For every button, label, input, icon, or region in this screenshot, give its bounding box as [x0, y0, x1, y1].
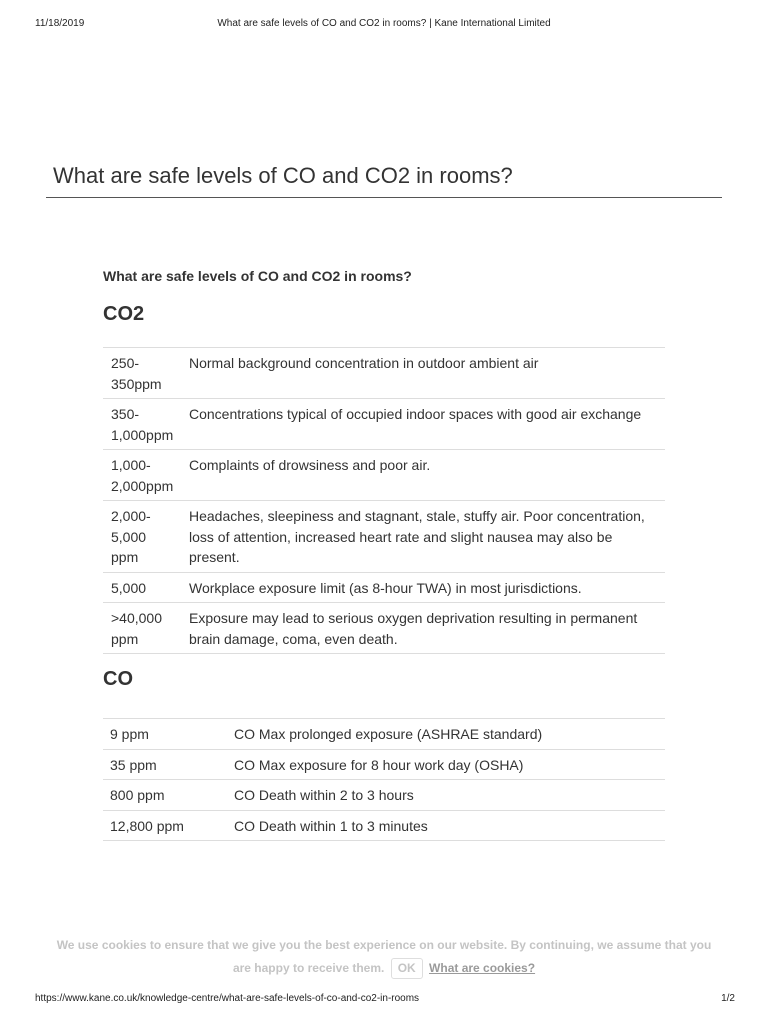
co-description: CO Max exposure for 8 hour work day (OSHA)	[234, 756, 524, 773]
table-row	[103, 603, 665, 654]
co2-description-cell	[181, 603, 665, 654]
co2-level-cell	[103, 348, 181, 399]
co2-level: 2,000- 5,000 ppm	[111, 508, 151, 565]
co2-level: 350- 1,000ppm	[111, 406, 174, 443]
cookie-ok-button[interactable]: OK	[391, 958, 423, 979]
co-description-cell	[227, 810, 665, 841]
co-level: 12,800 ppm	[110, 817, 184, 834]
table-row	[103, 749, 665, 780]
cookie-banner	[0, 934, 768, 980]
co2-level: 250- 350ppm	[111, 355, 162, 392]
table-row	[103, 501, 665, 573]
co-description: CO Death within 1 to 3 minutes	[234, 817, 428, 834]
print-header	[0, 18, 768, 32]
co2-levels-table	[103, 347, 665, 654]
co-description-cell	[227, 719, 665, 750]
print-document-title: What are safe levels of CO and CO2 in rooms? | Kane International Limited	[217, 18, 551, 29]
co2-heading: CO2	[103, 303, 145, 325]
table-row	[103, 399, 665, 450]
cookie-notice-text-continued: are happy to receive them.	[232, 961, 385, 975]
co-description: CO Death within 2 to 3 hours	[234, 787, 414, 803]
co2-level-cell	[103, 450, 181, 501]
co-level-cell	[103, 719, 227, 750]
co-levels-table	[103, 718, 665, 841]
table-row	[103, 719, 665, 750]
co2-level-cell	[103, 501, 181, 573]
co2-description: Normal background concentration in outdoor ambient air	[189, 355, 539, 371]
co-level: 9 ppm	[110, 726, 149, 742]
table-row	[103, 348, 665, 399]
co2-description-cell	[181, 501, 665, 573]
table-row	[103, 780, 665, 811]
co2-description: Exposure may lead to serious oxygen deprivation resulting in permanent brain damage, coma, even death.	[189, 610, 638, 647]
co2-level: 1,000- 2,000ppm	[111, 457, 174, 494]
table-row	[103, 450, 665, 501]
article-subheading: What are safe levels of CO and CO2 in rooms?	[103, 268, 412, 284]
cookie-notice-text: We use cookies to ensure that we give you the best experience on our website. By continuing, we assume that you	[56, 938, 712, 952]
co2-level-cell	[103, 399, 181, 450]
article-content	[103, 266, 665, 841]
co-level-cell	[103, 749, 227, 780]
co2-description: Workplace exposure limit (as 8-hour TWA) in most jurisdictions.	[189, 579, 582, 596]
co-description-cell	[227, 780, 665, 811]
title-divider	[46, 197, 722, 198]
co-level: 800 ppm	[110, 787, 165, 803]
co2-description-cell	[181, 348, 665, 399]
co-heading: CO	[103, 668, 133, 690]
table-row	[103, 810, 665, 841]
co2-description-cell	[181, 450, 665, 501]
table-row	[103, 572, 665, 603]
co-level-cell	[103, 780, 227, 811]
co2-level-cell	[103, 572, 181, 603]
co2-description: Headaches, sleepiness and stagnant, stale, stuffy air. Poor concentration, loss of attention, increased heart rate and slight nausea may also be present.	[189, 508, 645, 565]
print-url: https://www.kane.co.uk/knowledge-centre/what-are-safe-levels-of-co-and-co2-in-rooms	[35, 993, 420, 1004]
co2-description-cell	[181, 399, 665, 450]
co2-level: 5,000	[111, 579, 147, 596]
co2-level-cell	[103, 603, 181, 654]
co-level: 35 ppm	[110, 756, 157, 773]
print-date: 11/18/2019	[35, 18, 85, 29]
co-level-cell	[103, 810, 227, 841]
what-are-cookies-link[interactable]: What are cookies?	[429, 961, 536, 975]
page-indicator: 1/2	[721, 993, 735, 1004]
co-description-cell	[227, 749, 665, 780]
co2-description-cell	[181, 572, 665, 603]
page-title: What are safe levels of CO and CO2 in rooms?	[53, 163, 513, 188]
co2-description: Concentrations typical of occupied indoor spaces with good air exchange	[189, 406, 642, 422]
co-description: CO Max prolonged exposure (ASHRAE standard)	[234, 726, 543, 742]
co2-description: Complaints of drowsiness and poor air.	[189, 457, 431, 473]
co2-level: >40,000 ppm	[111, 610, 162, 647]
